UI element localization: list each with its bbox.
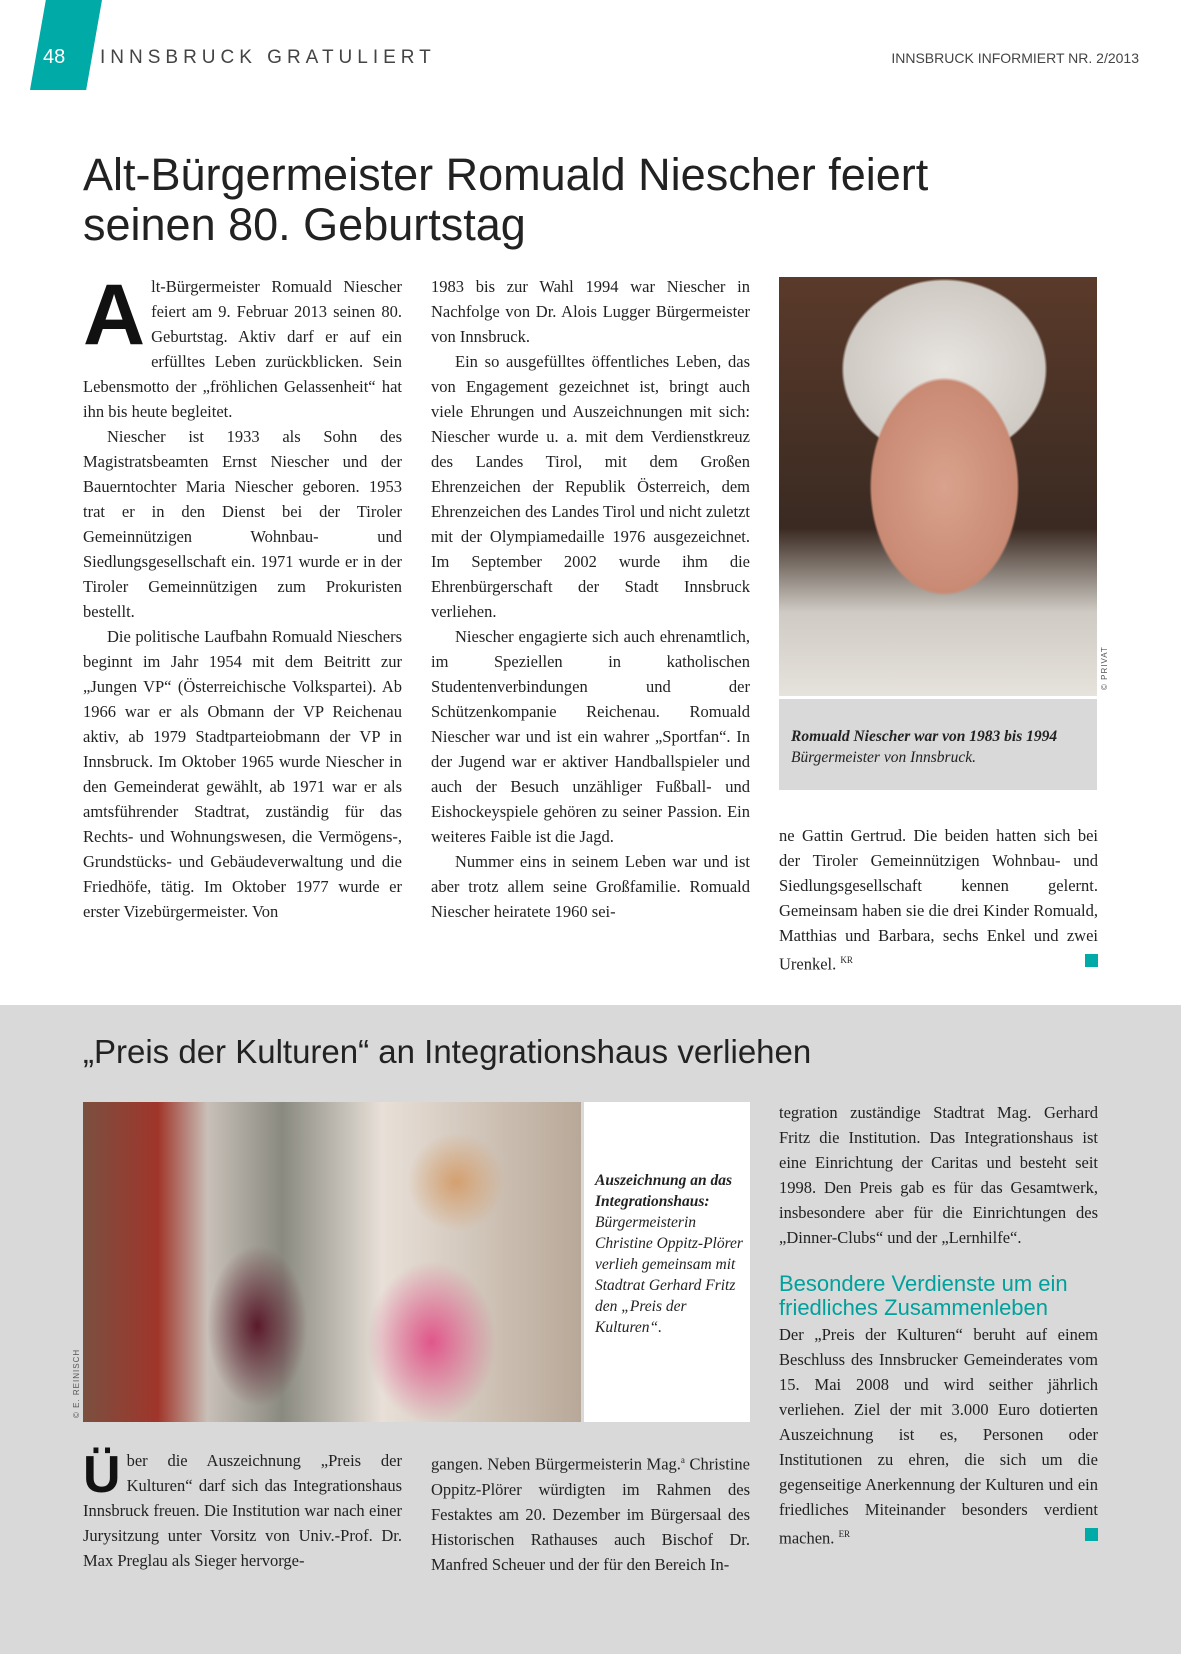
caption-bold: Romuald Niescher war von 1983 bis 1994 <box>791 728 1058 745</box>
paragraph: gangen. Neben Bürgermeisterin Mag. <box>431 1454 681 1474</box>
paragraph: ne Gattin Gertrud. Die beiden hatten sich bei der Tiroler Gemeinnützigen Wohnbau- und Siedlungsgesellschaft kennen gelernt. Gemeinsam haben sie die drei Kinder Romuald, Matthias und Barbara, sechs Enkel und zwei Urenkel. <box>779 826 1098 974</box>
paragraph: Der „Preis der Kulturen“ beruht auf einem Beschluss des Innsbrucker Gemeinderates vom 15. Mai 2008 und wird seither jährlich verliehen. Ziel der mit 3.000 Euro dotierten Auszeichnung ist es, Personen oder Institutionen zu ehren, die sich um die gegenseitige Anerkennung der Kulturen und ein friedliches Miteinander besonders verdient machen. <box>779 1325 1098 1548</box>
portrait-photo <box>779 277 1097 696</box>
photo-credit: © E. REINISCH <box>72 1348 81 1418</box>
photo-caption <box>791 726 1091 768</box>
caption-text: Bürgermeisterin Christine Oppitz-Plörer verlieh gemeinsam mit Stadtrat Gerhard Fritz den „Preis der Kulturen“. <box>595 1214 743 1336</box>
article1-col2 <box>431 274 750 924</box>
paragraph: Nummer eins in seinem Leben war und ist aber trotz allem seine Großfamilie. Romuald Niescher heiratete 1960 sei- <box>431 852 750 921</box>
article-title: Alt-Bürgermeister Romuald Niescher feiert seinen 80. Geburtstag <box>83 149 929 250</box>
article2-col3 <box>779 1100 1098 1551</box>
paragraph: Christine Oppitz-Plörer würdigten im Rahmen des Festaktes am 20. Dezember im Bürgersaal des Historischen Rathauses auch Bischof Dr. Manfred Scheuer und der für den Bereich In- <box>431 1454 750 1574</box>
article2-col2 <box>431 1448 750 1577</box>
subheading: Besondere Verdienste um ein friedliches Zusammenleben <box>779 1271 1068 1320</box>
article2-title: „Preis der Kulturen“ an Integrationshaus verliehen <box>83 1033 812 1070</box>
superscript: a <box>680 1455 685 1465</box>
magazine-issue: INNSBRUCK INFORMIERT NR. 2/2013 <box>891 50 1139 66</box>
paragraph: tegration zuständige Stadtrat Mag. Gerhard Fritz die Institution. Das Integrationshaus ist eine Einrichtung der Caritas und besteht seit 1998. Den Preis gab es für das Gesamtwerk, insbesondere aber für die Einrichtungen des „Dinner-Clubs“ und der „Lernhilfe“. <box>779 1103 1098 1247</box>
section-title: INNSBRUCK GRATULIERT <box>100 47 436 68</box>
drop-cap: Ü <box>83 1446 121 1504</box>
photo-credit: © PRIVAT <box>1100 646 1109 690</box>
paragraph: Ein so ausgefülltes öffentliches Leben, das von Engagement gezeichnet ist, bringt auch viele Ehrungen und Auszeichnungen mit sich: Niescher wurde u. a. mit dem Verdienstkreuz des Landes Tirol, mit dem Großen Ehrenzeichen der Republik Österreich, dem Ehrenzeichen des Landes Tirol und nicht zuletzt mit der Olympiamedaille 1976 ausgezeichnet. Im September 2002 wurde ihm die Ehrenbürgerschaft der Stadt Innsbruck verliehen. <box>431 352 750 621</box>
paragraph: Die politische Laufbahn Romuald Nieschers beginnt im Jahr 1954 mit dem Beitritt zur „Jungen VP“ (Österreichische Volkspartei). Ab 1966 war er als Obmann der VP Reichenau aktiv, ab 1979 Stadtparteiobmann der VP in Innsbruck. Im Oktober 1965 wurde Niescher in den Gemeinderat gewählt, ab 1971 war er als amtsführender Stadtrat, zuständig für das Rechts- und Wohnungswesen, die Vermögens-, Grundstücks- und Gebäudeverwaltung und die Friedhöfe, tätig. Im Oktober 1977 wurde er erster Vizebürgermeister. Von <box>83 627 402 921</box>
end-mark <box>1085 954 1098 967</box>
paragraph: 1983 bis zur Wahl 1994 war Niescher in Nachfolge von Dr. Alois Lugger Bürgermeister von Innsbruck. <box>431 277 750 346</box>
paragraph: lt-Bürgermeister Romuald Niescher feiert am 9. Februar 2013 seinen 80. Geburtstag. Aktiv darf er auf ein erfülltes Leben zurückblicken. Sein Lebensmotto der „fröhlichen Gelassenheit“ hat ihn bis heute begleitet. <box>83 277 402 421</box>
paragraph: Niescher engagierte sich auch ehrenamtlich, im Speziellen in katholischen Studentenverbindungen und der Schützenkompanie Reichenau. Romuald Niescher war und ist ein wahrer „Sportfan“. In der Jugend war er aktiver Handballspieler und auch der Besuch unzähliger Fußball- und Eishockeyspiele gehören zu seiner Passion. Ein weiteres Faible ist die Jagd. <box>431 627 750 846</box>
end-mark <box>1085 1528 1098 1541</box>
award-photo <box>83 1102 581 1422</box>
caption-bold: Auszeichnung an das Integrationshaus: <box>595 1172 732 1210</box>
photo-caption <box>595 1170 745 1338</box>
caption-text: Bürgermeister von Innsbruck. <box>791 749 976 766</box>
page-number: 48 <box>43 46 66 68</box>
paragraph: Niescher ist 1933 als Sohn des Magistratsbeamten Ernst Niescher und der Bauerntochter Maria Niescher geboren. 1953 trat er in den Dienst bei der Tiroler Gemeinnützigen Wohnbau- und Siedlungsgesellschaft ein. 1971 wurde er in der Tiroler Gemeinnützigen zum Prokuristen bestellt. <box>83 427 402 621</box>
paragraph: ber die Auszeichnung „Preis der Kulturen“ darf sich das Integrationshaus Innsbruck freuen. Die Institution war nach einer Jurysitzung unter Vorsitz von Univ.-Prof. Dr. Max Preglau als Sieger hervorge- <box>83 1451 402 1570</box>
drop-cap: A <box>83 267 146 363</box>
article2-col1 <box>83 1448 402 1573</box>
author-initials: KR <box>840 955 853 965</box>
article1-col1 <box>83 267 402 924</box>
author-initials: ER <box>838 1529 851 1539</box>
page-tab <box>30 0 102 90</box>
article1-col3 <box>779 823 1098 977</box>
